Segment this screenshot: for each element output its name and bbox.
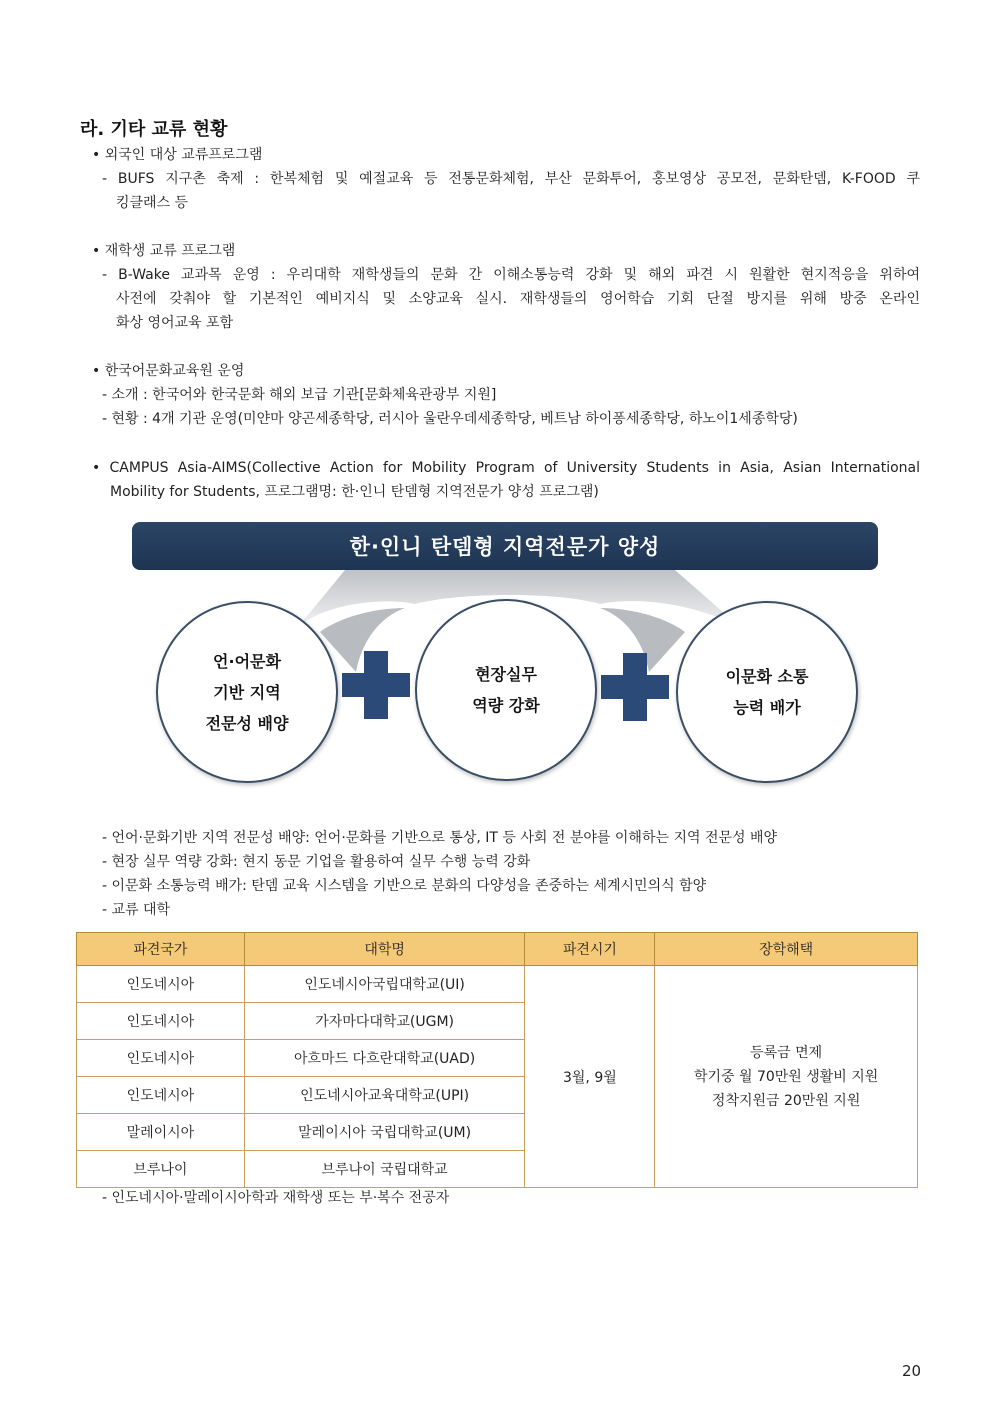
country-cell: 인도네시아 [77,1040,245,1077]
country-cell: 인도네시아 [77,1077,245,1114]
goal-item: - 현장 실무 역량 강화: 현지 동문 기업을 활용하여 실무 수행 능력 강화 [102,854,531,870]
circle-1-line-2: 기반 지역 [213,682,281,702]
table-header-row [77,933,918,966]
korean-institute-line-2: - 현황 : 4개 기관 운영(미얀마 양곤세종학당, 러시아 울란우데세종학당, 베트남 하이퐁세종학당, 하노이1세종학당) [102,411,798,427]
eligibility-note: - 인도네시아·말레이시아학과 재학생 또는 부·복수 전공자 [102,1190,450,1206]
foreign-program-line-2: 킹클래스 등 [116,195,189,211]
header-benefits: 장학해택 [655,933,918,966]
student-program-line-2: 사전에 갖춰야 할 기본적인 예비지식 및 소양교육 실시. 재학생들의 영어학습 기회 단절 방지를 위해 방중 온라인 [116,291,920,307]
benefit-line: 학기중 월 70만원 생활비 지원 [693,1068,879,1085]
university-cell: 가자마다대학교(UGM) [244,1003,525,1040]
student-program-line-3: 화상 영어교육 포함 [116,315,234,331]
campus-asia-line-2: Mobility for Students, 프로그램명: 한·인니 탄뎀형 지역전문가 양성 프로그램) [110,484,599,500]
student-program-bullet: • 재학생 교류 프로그램 [92,243,236,259]
university-cell: 인도네시아국립대학교(UI) [244,966,525,1003]
circle-1-line-3: 전문성 배양 [205,713,289,733]
benefit-line: 정착지원금 20만원 지원 [711,1092,861,1109]
header-period: 파견시기 [525,933,655,966]
exchange-university-table [76,932,918,1188]
circle-field-practice [415,599,597,781]
header-country: 파견국가 [77,933,245,966]
benefits-cell [655,966,918,1188]
goal-item: - 교류 대학 [102,902,171,918]
korean-institute-bullet: • 한국어문화교육원 운영 [92,363,245,379]
country-cell: 인도네시아 [77,1003,245,1040]
university-cell: 아흐마드 다흐란대학교(UAD) [244,1040,525,1077]
country-cell: 말레이시아 [77,1114,245,1151]
program-diagram [130,522,890,782]
period-cell: 3월, 9월 [525,966,655,1188]
plus-icon [601,653,669,721]
benefit-line: 등록금 면제 [750,1044,823,1061]
foreign-program-line-1: - BUFS 지구촌 축제 : 한복체험 및 예절교육 등 전통문화체험, 부산 문화투어, 홍보영상 공모전, 문화탄뎀, K-FOOD 쿠 [102,171,920,187]
table-row [77,966,918,1003]
campus-asia-line-1: • CAMPUS Asia-AIMS(Collective Action for Mobility Program of University Students in Asia, Asian International [92,460,920,476]
circle-1-line-1: 언·어문화 [213,651,281,671]
circle-intercultural-communication [676,601,858,783]
country-cell: 브루나이 [77,1151,245,1188]
circle-2-line-2: 역량 강화 [472,696,540,715]
section-title: 라. 기타 교류 현황 [80,119,228,140]
header-university: 대학명 [244,933,525,966]
goal-item: - 이문화 소통능력 배가: 탄뎀 교육 시스템을 기반으로 분화의 다양성을 존중하는 세계시민의식 함양 [102,878,707,894]
university-cell: 브루나이 국립대학교 [244,1151,525,1188]
plus-icon [342,651,410,719]
circle-3-line-1: 이문화 소통 [725,667,809,686]
korean-institute-line-1: - 소개 : 한국어와 한국문화 해외 보급 기관[문화체육관광부 지원] [102,387,497,403]
university-cell: 말레이시아 국립대학교(UM) [244,1114,525,1151]
circle-language-culture [156,601,338,783]
page-number: 20 [902,1362,922,1380]
circle-2-line-1: 현장실무 [475,665,537,684]
goal-item: - 언어·문화기반 지역 전문성 배양: 언어·문화를 기반으로 통상, IT 등 사회 전 분야를 이해하는 지역 전문성 배양 [102,830,778,846]
university-cell: 인도네시아교육대학교(UPI) [244,1077,525,1114]
student-program-line-1: - B-Wake 교과목 운영 : 우리대학 재학생들의 문화 간 이해소통능력 강화 및 해외 파견 시 원활한 현지적응을 위하여 [102,267,920,283]
foreign-program-bullet: • 외국인 대상 교류프로그램 [92,147,263,163]
diagram-banner: 한·인니 탄뎀형 지역전문가 양성 [132,522,878,570]
circle-3-line-2: 능력 배가 [733,698,801,717]
country-cell: 인도네시아 [77,966,245,1003]
